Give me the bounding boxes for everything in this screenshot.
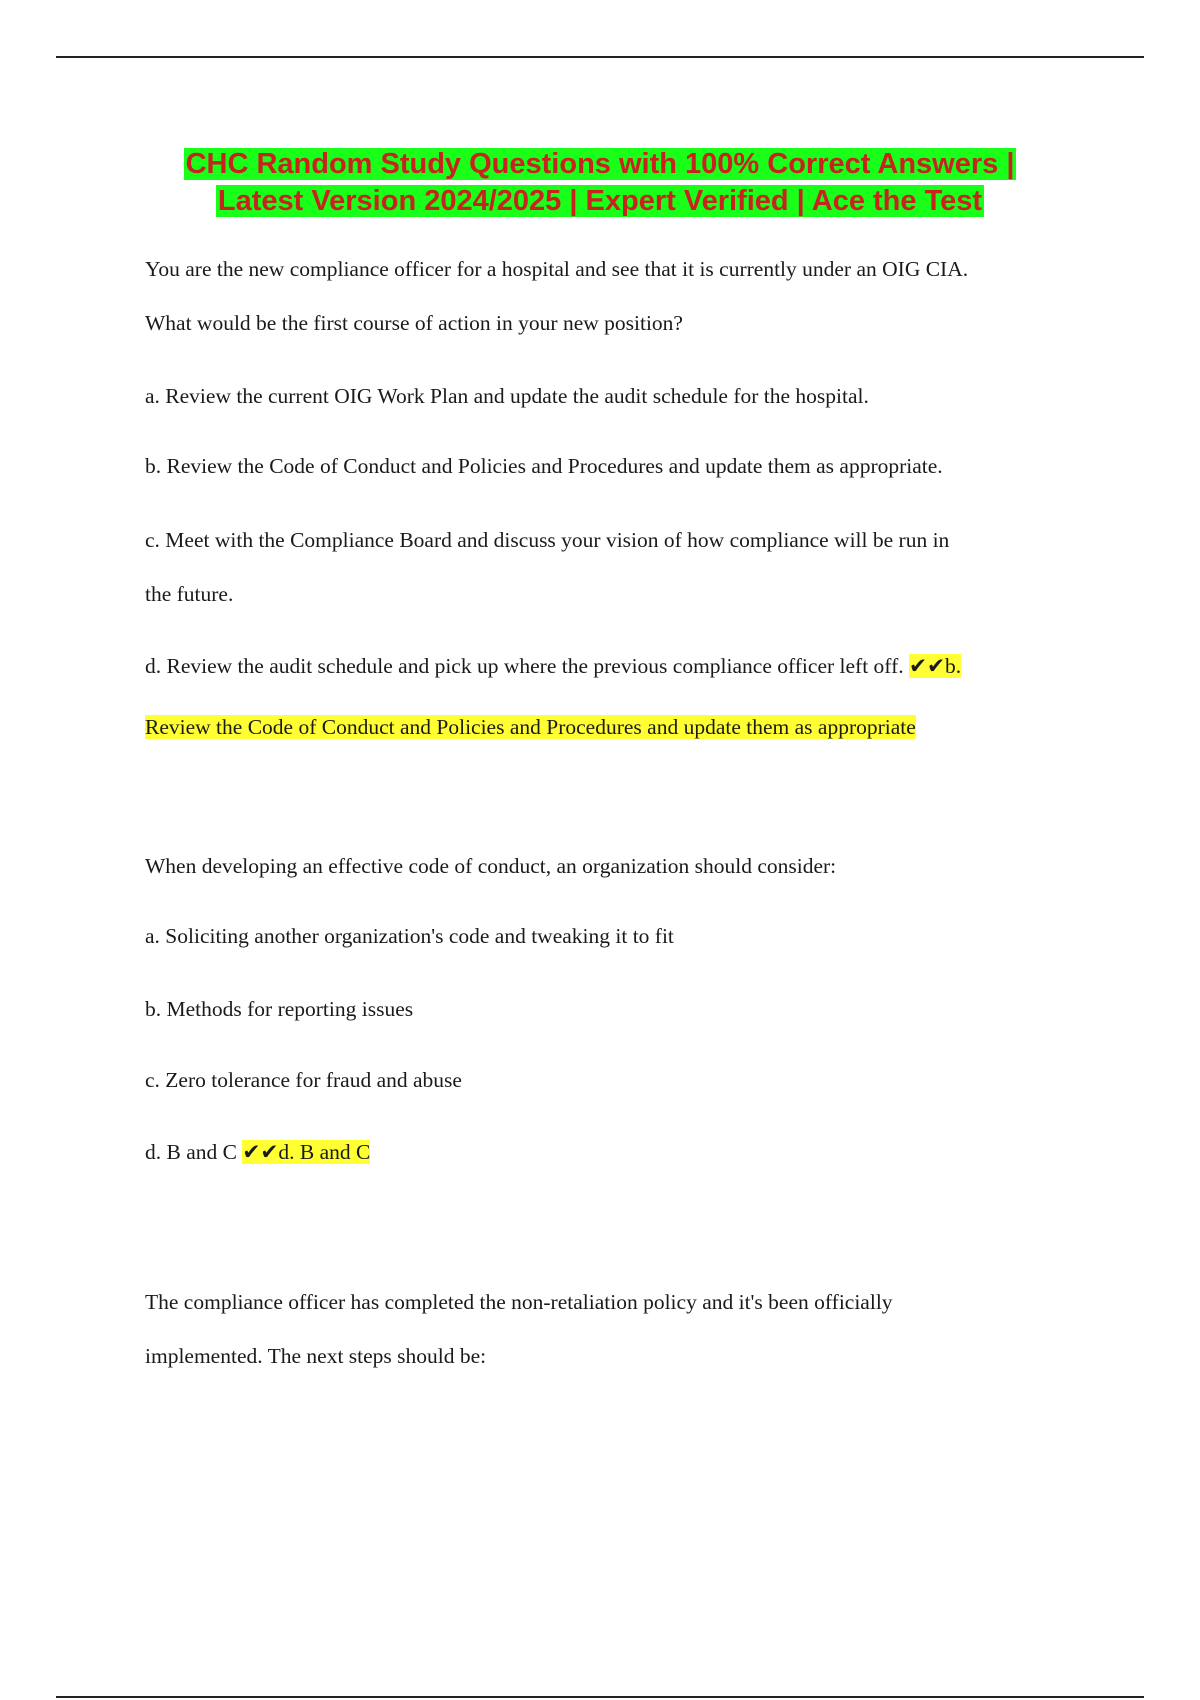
q1-answer-marker: ✔✔b. [909, 654, 962, 678]
q1-option-c: c. Meet with the Compliance Board and discuss your vision of how compliance will be run in [145, 528, 950, 552]
q1-option-d: d. Review the audit schedule and pick up where the previous compliance officer left off. [145, 654, 909, 678]
top-rule [56, 56, 1144, 58]
title-line-1: CHC Random Study Questions with 100% Correct Answers | [185, 148, 1015, 180]
q1-stem-line-2: What would be the first course of action in your new position? [145, 311, 683, 335]
title-line-2: Latest Version 2024/2025 | Expert Verified | Ace the Test [217, 185, 983, 217]
q1-stem-line-1: You are the new compliance officer for a hospital and see that it is currently under an OIG CIA. [145, 257, 969, 281]
q3-stem-line-2: implemented. The next steps should be: [145, 1344, 487, 1368]
bottom-rule [56, 1696, 1144, 1698]
q2-stem-line-1: When developing an effective code of conduct, an organization should consider: [145, 854, 837, 878]
q1-option-d-row [145, 653, 1085, 679]
q1-answer-text: Review the Code of Conduct and Policies and Procedures and update them as appropriate [145, 715, 916, 739]
q2-option-b: b. Methods for reporting issues [145, 997, 414, 1021]
document-title [80, 146, 1120, 220]
q3-stem-line-1: The compliance officer has completed the non-retaliation policy and it's been officially [145, 1290, 893, 1314]
q2-option-d: d. B and C [145, 1140, 243, 1164]
q2-option-a: a. Soliciting another organization's code and tweaking it to fit [145, 924, 674, 948]
q2-option-c: c. Zero tolerance for fraud and abuse [145, 1068, 462, 1092]
q1-option-a: a. Review the current OIG Work Plan and update the audit schedule for the hospital. [145, 384, 869, 408]
q2-answer-marker: ✔✔d. B and C [242, 1140, 371, 1164]
q1-option-c-cont: the future. [145, 582, 234, 606]
q1-answer-row [145, 714, 1085, 740]
q1-option-b: b. Review the Code of Conduct and Policies and Procedures and update them as appropriate. [145, 454, 943, 478]
q2-option-d-row [145, 1139, 1085, 1165]
